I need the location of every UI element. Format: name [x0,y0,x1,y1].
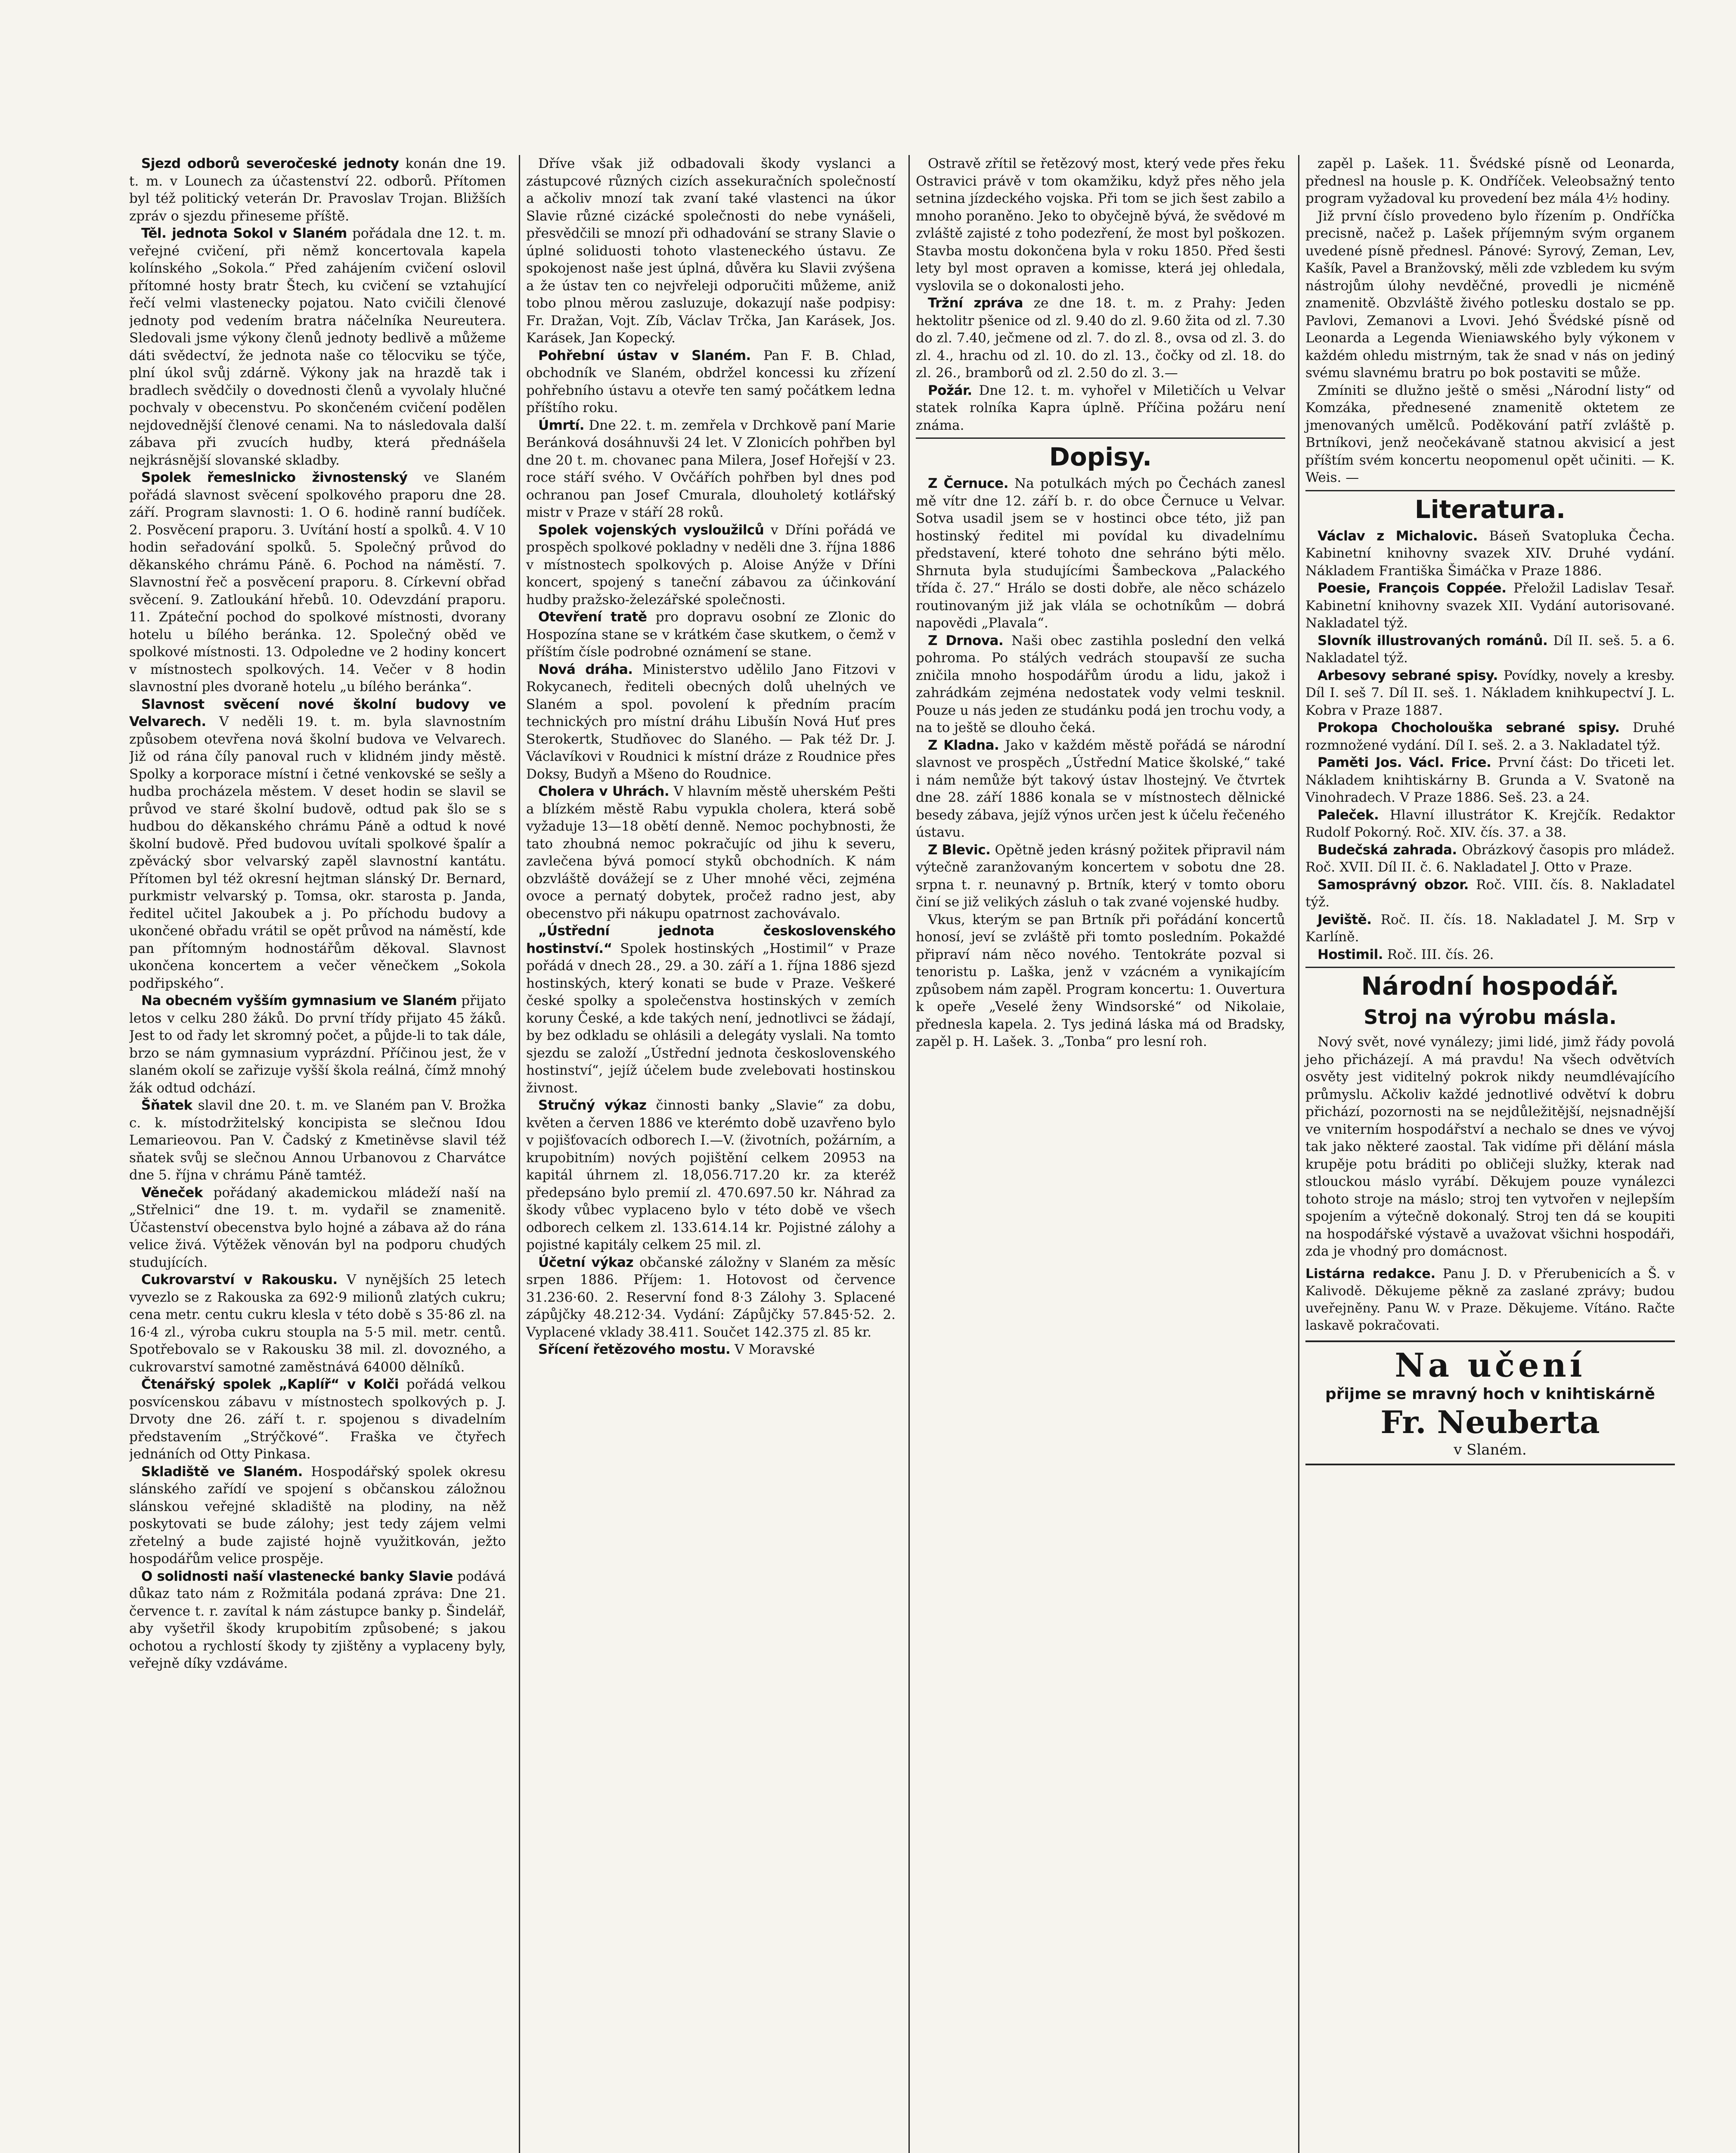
article-paragraph [526,608,896,661]
article-title: „Ústřední jednota československého hostinství.“ [526,923,896,956]
article-title: O solidnosti naší vlastenecké banky Slavie [141,1568,453,1584]
article-paragraph [129,225,506,469]
article-text: přijato letos v celku 280 žáků. Do první třídy přijato 45 žáků. Jest to od řady let skromný počet, a půjde-li to tak dále, brzo se nám gymnasium vyprázdní. Příčinou jest, že v slaném okolí se zařizuje vyšší škola reálná, čímž mnohý žák odtud odchází. [129,993,506,1096]
article-paragraph [526,1254,896,1341]
article-title: Paleček. [1318,807,1379,823]
article-paragraph [916,155,1285,295]
ad-name: Fr. Neuberta [1380,1403,1600,1440]
article-text: zapěl p. Lašek. 11. Švédské písně od Leonarda, přednesl na housle p. K. Ondříček. Veleobsažný tento program vyžadoval ku provedení bez mála 4½ hodiny. [1305,156,1675,206]
article-paragraph [1305,527,1675,580]
article-paragraph [1305,208,1675,382]
article-text: Na potulkách mých po Čechách zanesl mě vítr dne 12. září b. r. do obce Černuce u Velvar. Sotva usadil jsem se v hostinci obce této, již pan hostinský ředitel mi povídal ku divadelnímu představení, které tohoto dne sehráno býti mělo. Shrnuta byla studujícími Šambeckova „Palackého třída č. 27.“ Hrálo se dosti dobře, ale něco scházelo routinovaným již jak vlála se ochotníkům — dobrá napovědi „Plavala“. [916,476,1285,631]
article-paragraph [916,295,1285,382]
article-title: Účetní výkaz [538,1254,633,1270]
article-text: Roč. VIII. čís. 8. Nakladatel týž. [1305,877,1675,910]
article-paragraph [916,382,1285,434]
article-paragraph [1305,382,1675,487]
mailbox-text: Panu J. D. v Přerubenicích a Š. v Kalivodě. Děkujeme pěkně za zaslané zprávy; budou uveřejněny. Panu W. v Praze. Děkujeme. Vítáno. Račte laskavě pokračovati. [1305,1266,1675,1333]
article-title: Nová dráha. [538,661,633,677]
article-title: Hostimil. [1318,946,1383,962]
article-text: pro dopravu osobní ze Zlonic do Hospozína stane se v krátkém čase skutkem, o čemž v příštím čísle podrobné oznámení se stane. [526,609,896,660]
column-4 [1298,155,1675,2153]
article-text: Povídky, novely a kresby. Díl I. seš 7. Díl II. seš. 1. Nákladem knihkupectví J. L. Kobra v Praze 1887. [1305,667,1675,718]
article-text: Druhé rozmnožené vydání. Díl I. seš. 2. a 3. Nakladatel týž. [1305,720,1675,753]
article-text: ze dne 18. t. m. z Prahy: Jeden hektolitr pšenice od zl. 9.40 do zl. 9.60 žita od zl. 7.30 do zl. 7.40, ječmene od zl. 7. do zl. 8., ovsa od zl. 3. do zl. 4., hrachu od zl. 10. do zl. 13., čočky od zl. 18. do zl. 26., bramborů od zl. 2.50 do zl. 3.— [916,295,1285,381]
article-paragraph [526,417,896,521]
article-text: občanské záložny v Slaném za měsíc srpen 1886. Příjem: 1. Hotovost od července 31.236·60. 2. Reservní fond 8·3 Zálohy 3. Splacené zápůjčky 48.212·34. Vydání: Zápůjčky 57.845·52. 2. Vyplacené vklady 38.411. Součet 142.375 zl. 85 kr. [526,1254,896,1340]
article-paragraph [129,1271,506,1376]
article-text: podává důkaz tato nám z Rožmitála podaná zpráva: Dne 21. července t. r. zavítal k nám zástupce banky p. Šindelář, aby vyšetřil škody krupobitím způsobené; s jakou ochotou a rychlostí škody ty zjištěny a vyplaceny byly, veřejně díky vzdáváme. [129,1568,506,1671]
ad-line: přijme se mravný hoch v knihtiskárně [1325,1385,1655,1403]
article-paragraph [526,1341,896,1359]
article-text: pořádaný akademickou mládeží naší na „Střelnici“ dne 19. t. m. vydařil se znamenitě. Účastenství obecenstva bylo hojné a zábava až do rána velice živá. Výtěžek věnován byl na podporu chudých studujících. [129,1185,506,1270]
article-title: Samosprávný obzor. [1318,877,1469,893]
article-paragraph [526,347,896,417]
article-paragraph [526,922,896,1097]
column-3-letters [916,475,1285,1051]
article-title: Cukrovarství v Rakousku. [141,1272,338,1287]
article-paragraph [129,1376,506,1463]
article-paragraph [129,155,506,225]
literature-list [1305,527,1675,964]
article-heading-stroj: Stroj na výrobu másla. [1364,1005,1617,1029]
article-title: Poesie, François Coppée. [1318,580,1507,596]
article-text: slavil dne 20. t. m. ve Slaném pan V. Brožka c. k. místodržitelský koncipista se slečnou Idou Lemarieovou. Pan V. Čadský z Kmetiněvse slavil též sňatek svůj se slečnou Annou Urbanovou z Charvátce dne 5. října v chrámu Páně tamtéž. [129,1098,506,1183]
article-paragraph [1305,632,1675,667]
article-text: Díl II. seš. 5. a 6. Nakladatel týž. [1305,633,1675,666]
article-paragraph [1305,911,1675,946]
article-text: Dne 12. t. m. vyhořel v Miletičích u Velvar statek rolníka Kapra úplně. Příčina požáru není známa. [916,382,1285,433]
article-title: Tržní zpráva [928,295,1023,311]
article-text: Pan F. B. Chlad, obchodník ve Slaném, obdržel koncessi ku zřízení pohřebního ústavu a otevře ten samý počátkem ledna příštího roku. [526,347,896,416]
article-body-stroj: Nový svět, nové vynálezy; jimi lidé, jimž řády povolá jeho přicházejí. A má pravdu! Na všech odvětvích osvěty jest viditelný pokrok nikdy neumdlévajícího průmyslu. Ačkoliv každé jednotlivé odvětví k dobru přichází, pozornosti na se nejdůležitější, nejsnadnější ve vniterním hospodářství a nechalo se dnes ve vývoj tak jako některé zaostal. Tak vidíme při dělání másla krupěje potu bráditi po obličeji služky, kterak nad stlouckou máslo vyrábí. Děkujem pouze vynálezci tohoto stroje na máslo; stroj ten vytvořen v nejlepším spojením a výtečně dokonalý. Stroj ten dá se koupiti na hospodářské výstavě a uvažovat všichni hospodáři, zda je vhodný pro domácnost. [1305,1034,1675,1259]
article-text: Opětně jeden krásný požitek připravil nám výtečně zaranžovaným koncertem v sobotu dne 28. srpna t. r. neunavný p. Brtník, který v tomto oboru činí se již velikých zásluh o tak zvané vojenské hudby. [916,842,1285,910]
article-title: Arbesovy sebrané spisy. [1318,667,1498,683]
article-paragraph [1305,946,1675,964]
article-text: Báseň Svatopluka Čecha. Kabinetní knihovny svazek XIV. Druhé vydání. Nákladem Františka Šimáčka v Praze 1886. [1305,528,1675,579]
article-text: Přeložil Ladislav Tesař. Kabinetní knihovny svazek XII. Vydání autorisované. Nakladatel týž. [1305,580,1675,631]
article-text: Zmíniti se dlužno ještě o směsi „Národní listy“ od Komzáka, přednesené znamenitě oktetem ze jmenovaných umělců. Poděkování patří zvláště p. Brtníkovi, jenž neočekávaně statnou akvisicí a jest příštím svém koncertu neopomenul opět učiniti. — K. Weis. — [1305,382,1675,485]
article-text: V hlavním městě uherském Pešti a blízkém městě Rabu vypukla cholera, která sobě vyžaduje 13—18 obětí denně. Nemoc pochybnosti, že tato zhoubná nemoc pokračujíc od jihu k severu, zavlečena bývá pomocí styků obchodních. K nám obzvláště dovážejí se z Uher mnohé věci, zejména ovoce a pernatý dobytek, pročež radno jest, aby obecenstvo při nákupu opatrnost zachovávalo. [526,784,896,921]
article-paragraph [129,1097,506,1184]
article-title: Sjezd odborů severočeské jednoty [141,156,399,171]
article-title: Šňatek [141,1098,192,1113]
article-paragraph [129,696,506,993]
article-paragraph [1305,876,1675,911]
article-paragraph [1305,754,1675,807]
article-paragraph [916,911,1285,1051]
article-paragraph [1305,580,1675,632]
columns [129,155,1706,2153]
article-title: Paměti Jos. Václ. Frice. [1318,755,1491,770]
column-4-report [1305,155,1675,487]
article-text: Hospodářský spolek okresu slánského zařídí ve spojení s občanskou záložnou slánskou veřejné skladiště na plodiny, na něž poskytovati se bude zálohy; jest tedy zájem velmi zřetelný a bude zajisté hojně využitkován, ježto hospodářům velice prospěje. [129,1464,506,1567]
article-paragraph [1305,807,1675,841]
article-text: ve Slaném pořádá slavnost svěcení spolkového praporu dne 28. září. Program slavnosti: 1. O 6. hodině ranní budíček. 2. Posvěcení praporu. 3. Uvítání hostí a spolků. 4. V 10 hodin seřadování spolků. 5. Společný průvod do děkanského chrámu Páně. 6. Pochod na náměstí. 7. Slavnostní řeč a posvěcení praporu. 8. Církevní obřad svěcení. 9. Zatloukání hřebů. 10. Odevzdání praporu. 11. Zpáteční pochod do spolkové místnosti, dvorany hotelu u bílého beránka. 12. Společný oběd ve spolkové místnosti. 13. Odpoledne ve 2 hodiny koncert v místnostech spolkových. 14. Večer v 8 hodin slavnostní ples dvoraně hotelu „u bílého beránka“. [129,470,506,695]
article-title: Budečská zahrada. [1318,842,1457,858]
article-text: Naši obec zastihla poslední den velká pohroma. Po stálých vedrách stoupavší ze sucha zničila mnoho hospodářům úrodu a lidu, jakož i zahrádkám zejména nedostatek vody velmi tesknil. Pouze u nás jeden ze studánku podá jen trochu vody, a na to ještě se dlouho čeká. [916,633,1285,735]
article-paragraph [526,783,896,922]
article-text: V neděli 19. t. m. byla slavnostním způsobem otevřena nová školní budova ve Velvarech. Již od rána číly panoval ruch v klidném jindy městě. Spolky a korporace místní i četné venkovské se sešly a hudba procházela městem. V deset hodin se slavil se průvod ve staré školní budově, odtud pak šlo se s hudbou do děkanského chrámu Páně a odtud k nové školní budově. Před budovou uvítali spolkové špalír a zpěvácký sbor velvarský zapěl slavnostní kantátu. Přítomen byl též okresní hejtman slánský Dr. Bernard, purkmistr velvarský p. Tomsa, okr. starosta p. Janda, ředitel učitel Jakoubek a j. Po příchodu budovy a ukončené obřadu vrátil se opět průvod na náměstí, kde pan přítomným hodnostářům děkoval. Slavnost ukončena koncertem a večer věnečkem „Sokola podřipského“. [129,714,506,991]
article-paragraph [1305,667,1675,720]
column-2 [519,155,896,2153]
article-text: Roč. III. čís. 26. [1387,946,1494,962]
article-title: Spolek vojenských vysloužilců [538,522,764,538]
article-paragraph [526,1097,896,1254]
article-text: V nynějších 25 letech vyvezlo se z Rakouska za 692·9 milionů zlatých cukru; cena metr. centu cukru klesla v této době s 35·86 zl. na 16·4 zl., výroba cukru stoupla na 5·5 mil. metr. centů. Spotřebovalo se v Rakousku 38 mil. zl. dovozného, a cukrovarství samotné zaměstnává 64000 dělníků. [129,1272,506,1375]
article-paragraph [129,469,506,696]
article-title: Jeviště. [1318,912,1372,928]
article-title: Slavnost svěcení nové školní budovy ve Velvarech. [129,696,506,729]
ad-title: Na učení [1395,1346,1586,1384]
article-paragraph [129,1463,506,1568]
article-paragraph [526,661,896,783]
article-title: Z Kladna. [928,737,999,753]
section-heading-narodni-hospodar: Národní hospodář. [1305,967,1675,1002]
article-title: Spolek řemeslnicko živnostenský [141,470,408,485]
ad-place: v Slaném. [1454,1441,1527,1458]
article-title: Těl. jednota Sokol v Slaném [141,226,347,241]
article-title: Pohřební ústav v Slaném. [538,347,751,363]
article-text: V Moravské [735,1342,815,1357]
article-title: Čtenářský spolek „Kaplíř“ v Kolči [141,1377,399,1392]
article-text: Dříve však již odbadovali škody vyslanci a zástupcové různých cizích assekuračních společností a ačkoliv mnozí tak zvaní také vlastenci na úkor Slavie různé cizácké společnosti do nebe vynášeli, přesvědčili se mnozí při odhadování se strany Slavie o úplné soliduosti tohoto vlasteneckého ústavu. Ze spokojenost naše jest úplná, důvěra ku Slavii zvýšena a že ústav ten co nejvřeleji odporučiti můžeme, aniž tobo plnou měrou zasluzuje, dokazují naše podpisy: Fr. Dražan, Vojt. Zíb, Václav Trčka, Jan Karásek, Jos. Karásek, Jan Kopecký. [526,156,896,346]
article-text: Ministerstvo udělilo Jano Fitzovi v Rokycanech, řediteli obecných dolů uhelných ve Slaném a spol. povolení k předním pracím technických pro místní dráhu Libušín Nová Huť pres Sterokertk, Studňovec do Slaného. — Pak též Dr. J. Václavíkovi v Roudnici k místní dráze z Roudnice přes Doksy, Budyň a Mšeno do Roudnice. [526,661,896,782]
advertisement [1305,1340,1675,1465]
article-title: Otevření tratě [538,609,647,625]
article-paragraph [1305,719,1675,754]
article-text: Hlavní illustrátor K. Krejčík. Redaktor Rudolf Pokorný. Roč. XIV. čís. 37. a 38. [1305,807,1675,840]
article-text: Roč. II. čís. 18. Nakladatel J. M. Srp v Karlíně. [1305,912,1675,945]
article-text: Jako v každém městě pořádá se národní slavnost ve prospěch „Ústřední Matice školské,“ také i nám nemůže být takový ústav lhostejný. Ve čtvrtek dne 28. září 1886 konala se v místnostech dělnické besedy zábava, jejíž výnos určen jest k účelu řečeného ústavu. [916,737,1285,840]
article-title: Z Blevic. [928,842,991,858]
article-paragraph [526,521,896,609]
section-heading-dopisy: Dopisy. [916,437,1285,472]
article-paragraph [129,1568,506,1672]
article-title: Požár. [928,382,972,398]
article-title: Václav z Michalovic. [1318,528,1478,544]
article-title: Stručný výkaz [538,1098,647,1113]
mailbox-title: Listárna redakce. [1305,1266,1436,1281]
article-paragraph [916,475,1285,632]
article-title: Věneček [141,1185,203,1201]
column-3-news [916,155,1285,434]
article-text: konán dne 19. t. m. v Lounech za účastenství 22. odborů. Přítomen byl též politický veterán Dr. Pravoslav Trojan. Bližších zpráv o sjezdu přineseme příště. [129,156,506,224]
article-title: Úmrtí. [538,417,584,433]
article-paragraph [1305,155,1675,208]
article-paragraph [916,632,1285,737]
article-paragraph [916,737,1285,841]
article-text: Již první číslo provedeno bylo řízením p. Ondříčka precisně, načež p. Lašek příjemným svým organem uvedené písně přednesl. Pánové: Syrový, Zeman, Lev, Kašík, Pavel a Branžovský, měli zde vzbledem ku svým nástrojům úlohy nevděčné, provedli je nicméně znamenitě. Obzvláště živého potlesku dostalo se pp. Pavlovi, Zemanovi a Lvovi. Jehó Švédské písně od Leonarda a Legenda Wieniawského byly výkonem v každém ohledu mistrným, tak že snad v nás on jediný svému slavnému bratru po bok postaviti se může. [1305,208,1675,381]
section-heading-literatura: Literatura. [1305,490,1675,525]
article-title: Cholera v Uhrách. [538,784,670,799]
column-3 [908,155,1285,2153]
editorial-mailbox [1305,1266,1675,1334]
article-title: Na obecném vyšším gymnasium ve Slaném [141,993,457,1008]
article-text: v Dříni pořádá ve prospěch spolkové pokladny v neděli dne 3. října 1886 v místnostech spolkových p. Aloise Anýže v Dříni koncert, spojený s taneční zábavou za účinkování hudby pražsko-železářské společnosti. [526,522,896,608]
article-title: Z Drnova. [928,633,1004,648]
article-paragraph [129,992,506,1097]
article-paragraph [526,155,896,347]
article-text: pořádá velkou posvícenskou zábavu v místnostech spolkových p. J. Drvoty dne 26. září t. r. spojenou s divadelním představením „Strýčkové“. Fraška ve čtyřech jednáních od Otty Pinkasa. [129,1377,506,1462]
column-1 [129,155,506,2153]
article-text: Vkus, kterým se pan Brtník při pořádání koncertů honosí, jeví se zvláště při tomto posledním. Pokaždé připraví nám něco nového. Tentokráte pozval si tenoristu p. Laška, jenž v vzácném a vynikajícím způsobem nám zapěl. Program koncertu: 1. Ouvertura k opeře „Veselé ženy Windsorské“ od Nikolaie, přednesla kapela. 2. Tys jediná láska má od Bradsky, zapěl p. H. Lašek. 3. „Tonba“ pro lesní roh. [916,912,1285,1049]
article-title: Sřícení řetězového mostu. [538,1342,731,1357]
article-title: Z Černuce. [928,476,1008,491]
article-text: činnosti banky „Slavie“ za dobu, květen a červen 1886 ve kterémto době uzavřeno bylo v pojišťovacích odborech I.—V. (životních, požárním, a krupobitním) nových pojištění celkem 20953 na kapitál úhrnem zl. 18,056.717.20 kr. za kteréž předepsáno bylo premií zl. 470.697.50 kr. Náhrad za škody vůbec vyplaceno bylo v této době ve všech odborech celkem zl. 133.614.14 kr. Pojistné zálohy a pojistné kapitály celkem 25 mil. zl. [526,1098,896,1253]
article-text: První část: Do třiceti let. Nákladem knihtiskárny B. Grunda a V. Svatoně na Vinohradech. V Praze 1886. Seš. 23. a 24. [1305,755,1675,805]
article-paragraph [916,841,1285,911]
article-title: Slovník illustrovaných románů. [1318,633,1548,648]
article-title: Skladiště ve Slaném. [141,1464,303,1480]
article-text: Dne 22. t. m. zemřela v Drchkově paní Marie Beránková dosáhnuvši 24 let. V Zlonicích pohřben byl dne 20 t. m. chovanec pana Milera, Josef Hořejší v 23. roce stáří svého. V Ovčářích pohřben byl dnes pod ochranou pan Josef Cmurala, dlouholetý kotlářský mistr v Praze v stáří 28 roků. [526,417,896,520]
article-text: Obrázkový časopis pro mládež. Roč. XVII. Díl II. č. 6. Nakladatel J. Otto v Praze. [1305,842,1675,875]
article-text: pořádala dne 12. t. m. veřejné cvičení, při němž koncertovala kapela kolínského „Sokola.“ Před zahájením cvičení oslovil přítomné hosty bratr Štech, ku cvičení se vztahující řečí velmi vlastenecky pojatou. Nato cvičili členové jednoty pod vedením bratra náčelníka Neureutera. Sledovali jsme výkony členů jednoty bedlivě a můžeme dáti svědectví, že jednota naše co tělocviku se týče, plní úkol svůj zdárně. Výkony jak na hrazdě tak i bradlech svědčily o dovednosti členů a vyvolaly hlučné pochvaly v obecenstvu. Po skončeném cvičení podělen nejdovednější členové cenami. Na to následovala další zábava při zvucích hudby, která přednášela nejkrásnější slovanské skladby. [129,226,506,468]
article-paragraph [129,1184,506,1272]
article-text: Ostravě zřítil se řetězový most, který vede přes řeku Ostravici právě v tom okamžiku, když přes něho jela setnina jízdeckého vojska. Při tom se jich šest zabilo a mnoho poraněno. Jeko to obyčejně bývá, že svědové m zvláště zajisté z toho podezření, že most byl poškozen. Stavba mostu dokončena byla v roku 1850. Před šesti lety byl most opraven a komisse, která jej ohledala, vyslovila se o dokonalosti jeho. [916,156,1285,294]
article-title: Prokopa Chocholouška sebrané spisy. [1318,720,1620,735]
article-paragraph [1305,841,1675,876]
article-text: Spolek hostinských „Hostimil“ v Praze pořádá v dnech 28., 29. a 30. září a 1. října 1886 sjezd hostinských, který konati se bude v Praze. Veškeré české spolky a společenstva hostinských v zemích koruny České, a kde takých není, jednotlivci se žádají, by bez odkladu se ohlásili a delegáty vyslali. Na tomto sjezdu se založí „Ústřední jednota československého hostinství“, jejíž účelem bude zvelebovati hostinskou živnost. [526,940,896,1096]
